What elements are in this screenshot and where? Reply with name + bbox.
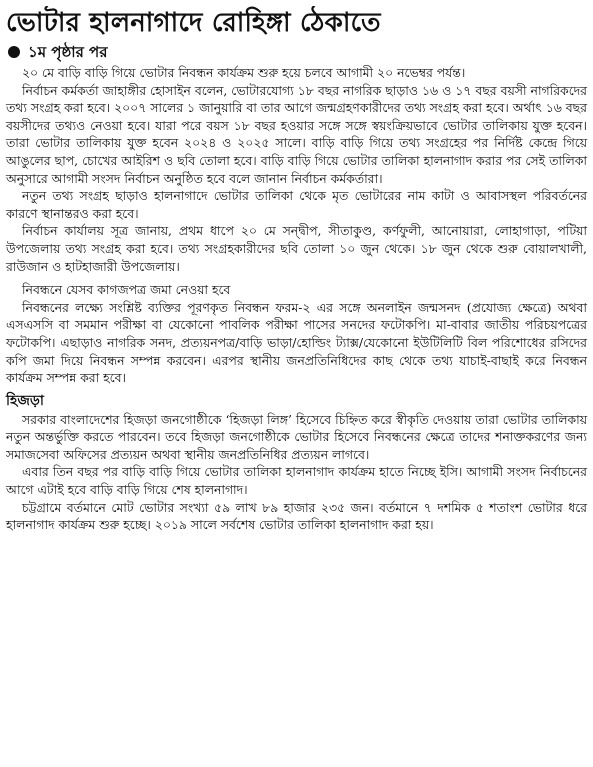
hijra-paragraph: সরকার বাংলাদেশের হিজড়া জনগোষ্ঠীকে ‘হিজড়া লিঙ্গ’ হিসেবে চিহ্নিত করে স্বীকৃতি দেওয়ায় তারা ভোটার তালিকায় নতুন অন্তর্ভুক্তি করতে পারবেন। তবে হিজড়া জনগোষ্ঠীকে ভোটার হিসেবে নিবন্ধনের ক্ষেত্রে তাদের শনাক্তকরণের জন্য সমাজসেবা অফিসের প্রত্যয়ন অথবা স্থানীয় জনপ্রতিনিধির প্রত্যয়ন লাগবে। (6, 411, 587, 462)
article-paragraph: নির্বাচন কর্মকর্তা জাহাঙ্গীর হোসাইন বলেন, ভোটারযোগ্য ১৮ বছর নাগরিক ছাড়াও ১৬ ও ১৭ বছর বয়সী নাগরিকদের তথ্য সংগ্রহ করা হবে। ২০০৭ সালের ১ জানুয়ারি বা তার আগে জন্মগ্রহণকারীদের তথ্য সংগ্রহ করা হবে। অর্থাৎ ১৬ বছর বয়সীদের তথ্যও নেওয়া হবে। যারা পরে বয়স ১৮ বছর হওয়ার সঙ্গে সঙ্গে স্বয়ংক্রিয়ভাবে ভোটার তালিকায় যুক্ত হবেন। তারা ভোটার তালিকায় যুক্ত হবেন ২০২৪ ও ২০২৫ সালে। বাড়ি বাড়ি গিয়ে তথ্য সংগ্রহের পর নির্দিষ্ট কেন্দ্রে গিয়ে আঙুলের ছাপ, চোখের আইরিশ ও ছবি তোলা হবে। বাড়ি বাড়ি গিয়ে ভোটার তালিকা হালনাগাদ করার পর সেই তালিকা অনুসারে আগামী সংসদ নির্বাচন অনুষ্ঠিত হবে বলে জানান নির্বাচন কর্মকর্তারা। (6, 82, 587, 186)
hijra-paragraph: এবার তিন বছর পর বাড়ি বাড়ি গিয়ে ভোটার তালিকা হালনাগাদ কার্যক্রম হাতে নিচ্ছে ইসি। আগামী সংসদ নির্বাচনের আগে এটাই হবে বাড়ি বাড়ি গিয়ে শেষ হালনাগাদ। (6, 464, 587, 498)
continued-from-line (6, 42, 587, 62)
documents-subhead: নিবন্ধনে যেসব কাগজপত্র জমা নেওয়া হবে (22, 282, 231, 298)
continued-from-label: ১ম পৃষ্ঠার পর (28, 43, 108, 61)
documents-paragraph: নিবন্ধনের লক্ষ্যে সংশ্লিষ্ট ব্যক্তির পূরণকৃত নিবন্ধন ফরম-২ এর সঙ্গে অনলাইন জন্মসনদ (প্রযোজ্য ক্ষেত্রে) অথবা এসএসসি বা সমমান পরীক্ষা বা যেকোনো পাবলিক পরীক্ষা পাসের সনদের ফটোকপি। মা-বাবার জাতীয় পরিচয়পত্রের ফটোকপি। এছাড়াও নাগরিক সনদ, প্রত্যয়নপত্র/বাড়ি ভাড়া/হোল্ডিং ট্যাক্স/যেকোনো ইউটিলিটি বিল পরিশোধের রসিদের কপি জমা দিয়ে নিবন্ধন সম্পন্ন করবেন। এরপর স্থানীয় জনপ্রতিনিধিদের কাছ থেকে তথ্য যাচাই-বাছাই করে নিবন্ধন কার্যক্রম সম্পন্ন করা হবে। (6, 299, 587, 386)
hijra-subhead: হিজড়া (6, 392, 44, 409)
article-paragraph: নির্বাচন কার্যালয় সূত্র জানায়, প্রথম ধাপে ২০ মে সন্দ্বীপ, সীতাকুণ্ড, কর্ণফুলী, আনোয়ারা, লোহাগাড়া, পটিয়া উপজেলায় তথ্য সংগ্রহ করা হবে। তথ্য সংগ্রহকারীদের ছবি তোলা ১০ জুন থেকে। ১৮ জুন থেকে শুরু বোয়ালখালী, রাউজান ও হাটহাজারী উপজেলায়। (6, 223, 587, 274)
bullet-icon (8, 46, 20, 58)
article-body (6, 64, 587, 534)
article-paragraph: ২০ মে বাড়ি বাড়ি গিয়ে ভোটার নিবন্ধন কার্যক্রম শুরু হয়ে চলবে আগামী ২০ নভেম্বর পর্যন্ত। (22, 65, 466, 80)
article-paragraph: নতুন তথ্য সংগ্রহ ছাড়াও হালনাগাদে ভোটার তালিকা থেকে মৃত ভোটারের নাম কাটা ও আবাসস্থল পরিবর্তনের কারণে স্থানান্তরও করা হবে। (6, 188, 587, 221)
article-headline: ভোটার হালনাগাদে রোহিঙ্গা ঠেকাতে (6, 8, 381, 38)
hijra-paragraph: চট্টগ্রামে বর্তমানে মোট ভোটার সংখ্যা ৫৯ লাখ ৮৯ হাজার ২৩৫ জন। বর্তমানে ৭ দশমিক ৫ শতাংশ ভোটার ধরে হালনাগাদ কার্যক্রম শুরু হচ্ছে। ২০১৯ সালে সর্বশেষ ভোটার তালিকা হালনাগাদ করা হয়। (6, 499, 587, 533)
